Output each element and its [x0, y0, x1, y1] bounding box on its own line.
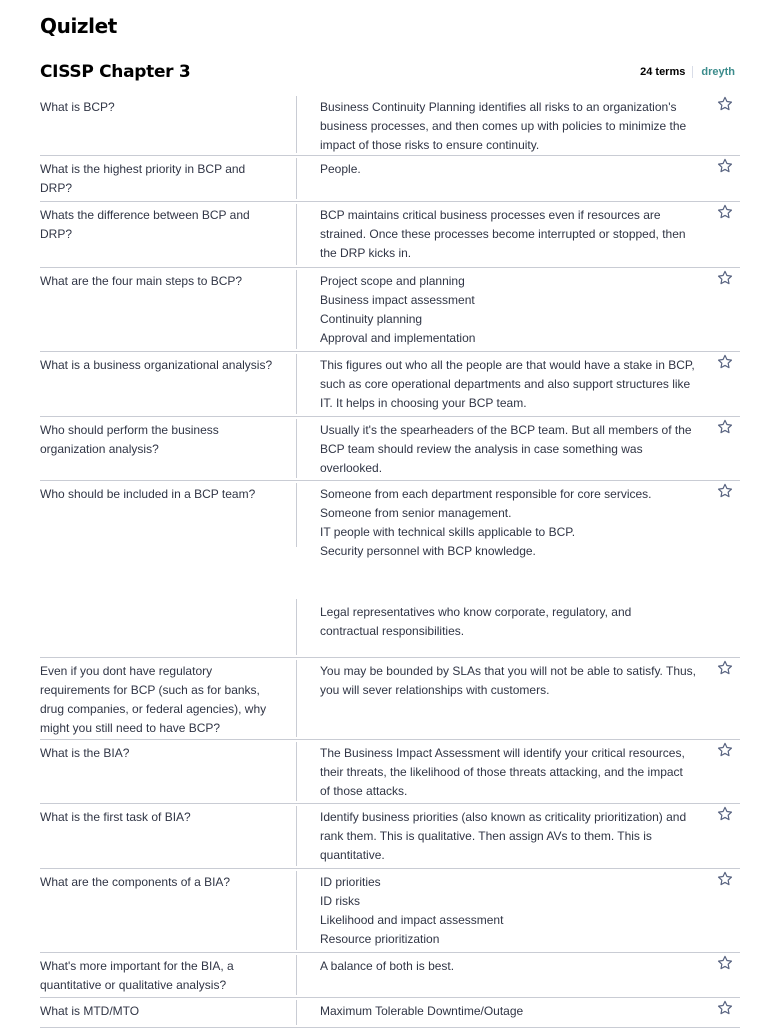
column-divider — [296, 483, 297, 547]
text-line: What is the BIA? — [40, 746, 130, 760]
text-line: The Business Impact Assessment will identify your critical resources, — [320, 746, 685, 760]
text-line: impact of those risks to ensure continuity. — [320, 138, 540, 152]
text-line: Resource prioritization — [320, 932, 440, 946]
column-divider — [296, 742, 297, 801]
terms-count: 24 terms — [640, 66, 693, 78]
text-line: DRP? — [40, 181, 73, 195]
star-icon[interactable] — [716, 95, 734, 113]
text-line: you will sever relationships with customers. — [320, 683, 550, 697]
text-line: What is BCP? — [40, 100, 115, 114]
term-text — [40, 662, 280, 738]
text-line: Someone from senior management. — [320, 506, 512, 520]
term-list — [40, 94, 740, 1028]
text-line: Who should perform the business — [40, 423, 219, 437]
text-line: Security personnel with BCP knowledge. — [320, 544, 536, 558]
term-text — [40, 272, 280, 291]
text-line: Who should be included in a BCP team? — [40, 487, 256, 501]
term-text — [40, 98, 280, 117]
text-line: DRP? — [40, 227, 73, 241]
term-row — [40, 202, 740, 268]
author-link[interactable]: dreyth — [701, 66, 735, 78]
text-line: Continuity planning — [320, 312, 423, 326]
text-line: BCP team should review the analysis in case something was — [320, 442, 643, 456]
term-text — [40, 356, 280, 375]
text-line: IT people with technical skills applicable to BCP. — [320, 525, 576, 539]
column-divider — [296, 871, 297, 950]
text-line: ID risks — [320, 894, 360, 908]
definition-text — [320, 873, 700, 949]
text-line: Business Continuity Planning identifies all risks to an organization's — [320, 100, 677, 114]
term-text — [40, 808, 280, 827]
text-line: overlooked. — [320, 461, 383, 475]
term-text — [40, 160, 280, 198]
text-line: What is MTD/MTO — [40, 1004, 140, 1018]
definition-text — [320, 421, 700, 478]
definition-text — [320, 160, 700, 179]
text-line: the DRP kicks in. — [320, 246, 412, 260]
term-row — [40, 94, 740, 156]
definition-text — [320, 272, 700, 348]
term-row — [40, 953, 740, 998]
definition-text — [320, 98, 700, 155]
text-line: IT. It helps in choosing your BCP team. — [320, 396, 527, 410]
column-divider — [296, 158, 297, 199]
text-line: quantitative. — [320, 848, 385, 862]
text-line: of those attacks. — [320, 784, 408, 798]
term-text — [40, 873, 280, 892]
term-row — [40, 658, 740, 740]
text-line: quantitative or qualitative analysis? — [40, 978, 227, 992]
column-divider — [296, 419, 297, 478]
text-line: Whats the difference between BCP and — [40, 208, 250, 222]
column-divider — [296, 1000, 297, 1025]
term-row — [40, 804, 740, 869]
column-divider — [296, 270, 297, 349]
term-text — [40, 1002, 280, 1021]
star-icon[interactable] — [716, 157, 734, 175]
star-icon[interactable] — [716, 353, 734, 371]
text-line: BCP maintains critical business processes even if resources are — [320, 208, 661, 222]
star-icon[interactable] — [716, 870, 734, 888]
definition-continuation — [320, 603, 700, 641]
text-line: A balance of both is best. — [320, 959, 455, 973]
term-row — [40, 268, 740, 352]
term-text — [40, 744, 280, 763]
term-text — [40, 206, 280, 244]
column-divider — [296, 955, 297, 995]
star-icon[interactable] — [716, 805, 734, 823]
definition-text — [320, 662, 700, 700]
text-line: rank them. This is qualitative. Then assign AVs to them. This is — [320, 829, 652, 843]
text-line: requirements for BCP (such as for banks, — [40, 683, 260, 697]
term-text — [40, 421, 280, 459]
text-line: organization analysis? — [40, 442, 159, 456]
text-line: What is the highest priority in BCP and — [40, 162, 246, 176]
text-line: What's more important for the BIA, a — [40, 959, 234, 973]
text-line: Even if you dont have regulatory — [40, 664, 213, 678]
star-icon[interactable] — [716, 741, 734, 759]
text-line: What are the components of a BIA? — [40, 875, 231, 889]
definition-text — [320, 744, 700, 801]
column-divider — [296, 599, 297, 655]
term-row — [40, 481, 740, 658]
text-line: Legal representatives who know corporate, regulatory, and — [320, 605, 632, 619]
definition-text — [320, 957, 700, 976]
term-row — [40, 869, 740, 953]
text-line: ID priorities — [320, 875, 381, 889]
text-line: What is the first task of BIA? — [40, 810, 191, 824]
text-line: What are the four main steps to BCP? — [40, 274, 243, 288]
text-line: Maximum Tolerable Downtime/Outage — [320, 1004, 524, 1018]
quizlet-logo[interactable]: Quizlet — [40, 14, 117, 38]
column-divider — [296, 96, 297, 153]
column-divider — [296, 806, 297, 866]
text-line: Approval and implementation — [320, 331, 476, 345]
star-icon[interactable] — [716, 999, 734, 1017]
text-line: Usually it's the spearheaders of the BCP team. But all members of the — [320, 423, 692, 437]
text-line: contractual responsibilities. — [320, 624, 465, 638]
text-line: might you still need to have BCP? — [40, 721, 221, 735]
text-line: This figures out who all the people are that would have a stake in BCP, — [320, 358, 695, 372]
text-line: business processes, and then comes up with policies to minimize the — [320, 119, 687, 133]
column-divider — [296, 660, 297, 737]
text-line: strained. Once these processes become interrupted or stopped, then — [320, 227, 686, 241]
star-icon[interactable] — [716, 954, 734, 972]
definition-text — [320, 356, 700, 413]
star-icon[interactable] — [716, 418, 734, 436]
text-line: What is a business organizational analysis? — [40, 358, 273, 372]
definition-text — [320, 206, 700, 263]
text-line: Business impact assessment — [320, 293, 475, 307]
term-row — [40, 740, 740, 804]
column-divider — [296, 354, 297, 414]
definition-text — [320, 1002, 700, 1021]
text-line: Someone from each department responsible for core services. — [320, 487, 652, 501]
set-title: CISSP Chapter 3 — [40, 62, 191, 82]
star-icon[interactable] — [716, 659, 734, 677]
star-icon[interactable] — [716, 482, 734, 500]
text-line: People. — [320, 162, 361, 176]
text-line: drug companies, or federal agencies), why — [40, 702, 267, 716]
set-meta — [640, 63, 735, 81]
text-line: You may be bounded by SLAs that you will not be able to satisfy. Thus, — [320, 664, 697, 678]
term-text — [40, 485, 280, 504]
text-line: Likelihood and impact assessment — [320, 913, 504, 927]
term-row — [40, 352, 740, 417]
text-line: Identify business priorities (also known as criticality prioritization) and — [320, 810, 687, 824]
term-row — [40, 417, 740, 481]
text-line: such as core operational departments and also support structures like — [320, 377, 691, 391]
text-line: Project scope and planning — [320, 274, 465, 288]
star-icon[interactable] — [716, 203, 734, 221]
definition-text — [320, 485, 700, 561]
star-icon[interactable] — [716, 269, 734, 287]
definition-text — [320, 808, 700, 865]
term-row — [40, 156, 740, 202]
term-text — [40, 957, 280, 995]
text-line: their threats, the likelihood of those threats attacking, and the impact — [320, 765, 683, 779]
column-divider — [296, 204, 297, 265]
